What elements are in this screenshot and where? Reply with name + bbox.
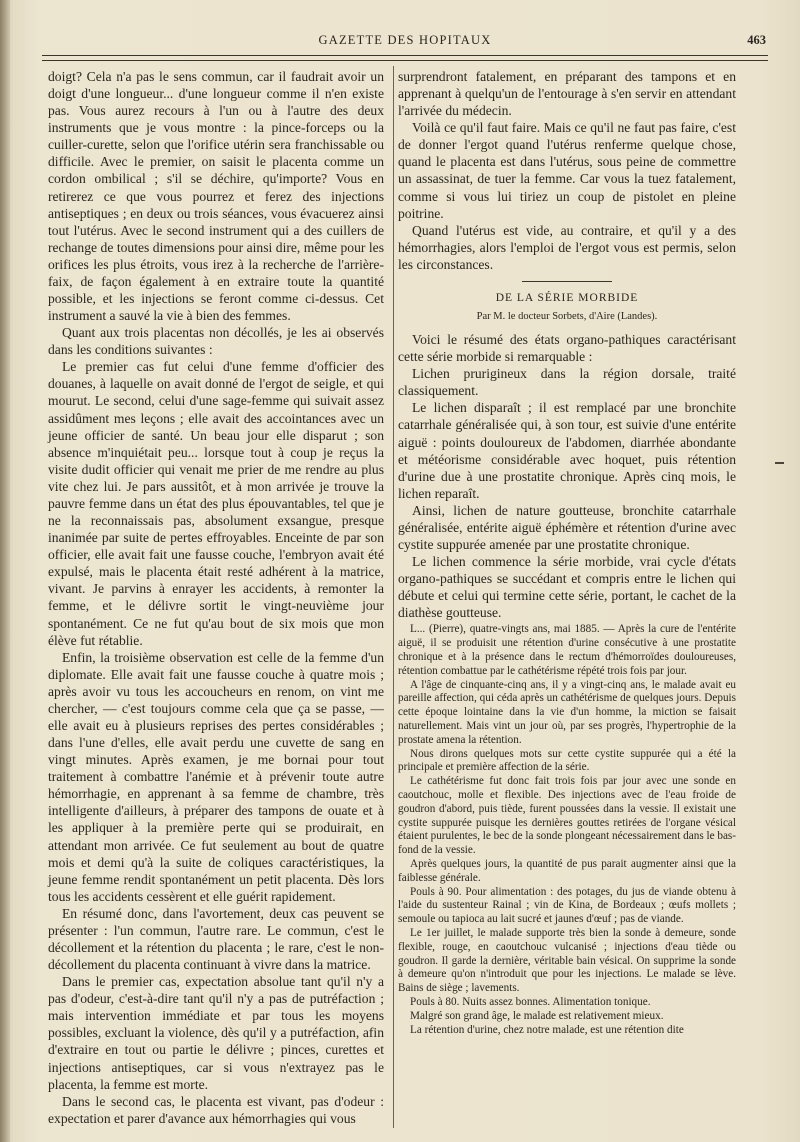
margin-mark <box>775 462 784 464</box>
header-rule <box>42 55 768 56</box>
small-paragraph: A l'âge de cinquante-cinq ans, il y a vingt-cinq ans, le malade avait eu pareille affection, qui céda après un cathétérisme de quelques jours. Depuis cette époque lointaine dans la vie d'un homme, la miction se faisait naturellement. Mais vint un jour où, par ses progrès, l'hypertrophie de la prostate amena la rétention. <box>398 678 736 746</box>
journal-title: GAZETTE DES HOPITAUX <box>318 33 492 47</box>
small-paragraph: Pouls à 90. Pour alimentation : des potages, du jus de viande obtenu à l'aide du sustenteur Rainal ; vin de Kina, de Bordeaux ; œufs mollets ; semoule ou tapioca au lait sucré et jaunes d'œuf ; pas de viande. <box>398 885 736 926</box>
right-column <box>398 68 736 1037</box>
section-title: DE LA SÉRIE MORBIDE <box>495 291 639 304</box>
paragraph: Quant aux trois placentas non décollés, je les ai observés dans les conditions suivantes : <box>48 325 384 358</box>
paragraph: doigt? Cela n'a pas le sens commun, car il faudrait avoir un doigt d'une longueur... d'une longueur comme il n'en existe pas. Vous aurez recours à l'un ou à l'autre des deux instruments que je vous montre : la pince-forceps ou la cuiller-curette, selon que l'orifice utérin sera franchissable ou difficile. Avec le premier, on saisit le placenta comme un cordon ombilical ; s'il se déchire, qu'importe? Vous en retirerez ce que vous pourrez et ferez des injections antiseptiques ; en deux ou trois séances, vous évacuerez ainsi tout l'utérus. Avec le second instrument qui a des cuillers de rechange de toutes dimensions pour ainsi dire, même pour les orifices les plus étroits, vous irez à la recherche de l'arrière-faix, de façon également à en extraire toute la quantité possible, et les injections se feront comme ci-dessus. Cet instrument a sauvé la vie à bien des femmes. <box>48 69 384 324</box>
page-number: 463 <box>747 33 766 47</box>
small-paragraph: Le 1er juillet, le malade supporte très bien la sonde à demeure, sonde flexible, rouge, en caoutchouc vulcanisé ; injections d'eau tiède ou goudron. Il garde la dernière, véritable bain vésical. On supprime la sonde à demeure qu'on n'introduit que pour les injections. Le malade se lève. Bains de siège ; lavements. <box>398 926 736 995</box>
running-header <box>40 32 770 50</box>
binding-shadow <box>0 0 10 1142</box>
paragraph: Voilà ce qu'il faut faire. Mais ce qu'il ne faut pas faire, c'est de donner l'ergot quand l'utérus renferme quelque chose, quand le placenta est dans l'utérus, sous peine de commettre un assassinat, de tuer la femme. Car vous la tuez fatalement, comme si vous lui tiriez un coup de pistolet en pleine poitrine. <box>398 120 736 221</box>
paragraph: Quand l'utérus est vide, au contraire, et qu'il y a des hémorrhagies, alors l'emploi de l'ergot vous est permis, selon les circonstances. <box>398 222 736 272</box>
case-report <box>398 623 736 1037</box>
small-paragraph: Malgré son grand âge, le malade est relativement mieux. <box>410 1009 664 1022</box>
author-byline: Par M. le docteur Sorbets, d'Aire (Landes). <box>476 311 658 323</box>
paragraph: Le lichen disparaît ; il est remplacé par une bronchite catarrhale généralisée qui, à son tour, est suivie d'une entérite aiguë : points douloureux de l'abdomen, diarrhée abondante et météorisme considérable avec hoquet, puis rétention d'urine due à une prostatite chronique. Après cinq mois, le lichen reparaît. <box>398 400 736 501</box>
small-paragraph: L... (Pierre), quatre-vingts ans, mai 1885. — Après la cure de l'entérite aiguë, il se produisit une rétention d'urine consécutive à une prostatite chronique et à la présence dans le rectum d'hémorroïdes douloureuses, rétention combattue par le cathétérisme répété trois fois par jour. <box>398 623 736 677</box>
paragraph: Dans le premier cas, expectation absolue tant qu'il n'y a pas d'odeur, c'est-à-dire tant qu'il n'y a pas de putréfaction ; mais intervention immédiate et par tous les moyens possibles, excluant la violence, dès qu'il y a putréfaction, afin d'extraire en tout ou partie le délivre ; pinces, curettes et injections antiseptiques, car si vous n'extrayez pas le placenta, la femme est morte. <box>48 974 384 1092</box>
paragraph: Le lichen commence la série morbide, vrai cycle d'états organo-pathiques se succédant et compris entre le lichen qui débute et celui qui termine cette série, portant, le cachet de la diathèse goutteuse. <box>398 554 736 621</box>
paragraph: Enfin, la troisième observation est celle de la femme d'un diplomate. Elle avait fait une fausse couche à quatre mois ; après avoir vu tous les accoucheurs en renom, on vint me chercher, — c'est toujours comme cela que ça se passe, — elle avait eu à plusieurs reprises des pertes considérables ; dans l'une d'elles, elle avait perdu une cuvette de sang en vingt minutes. Après examen, je me bornai pour tout traitement à combattre l'anémie et à prévenir toute autre hémorrhagie, en apprenant à sa femme de chambre, très intelligente d'ailleurs, à préparer des tampons de ouate et à les appliquer à la première perte qui se produirait, en attendant mon arrivée. Ce fut seulement au bout de quatre mois et demi qu'à la suite de coliques caractéristiques, la jeune femme rendit spontanément un petit placenta. Dès lors tous les accidents cessèrent et elle guérit rapidement. <box>48 649 384 904</box>
paragraph: Ainsi, lichen de nature goutteuse, bronchite catarrhale généralisée, entérite aiguë éphémère et rétention d'urine avec cystite suppurée amenée par une prostatite chronique. <box>398 502 736 553</box>
section-separator <box>398 281 736 282</box>
paragraph: Voici le résumé des états organo-pathiques caractérisant cette série morbide si remarquable : <box>398 332 736 365</box>
paragraph: En résumé donc, dans l'avortement, deux cas peuvent se présenter : l'un commun, l'autre rare. Le commun, c'est le décollement et la rétention du placenta ; le rare, c'est le non-décollement du placenta continuant à vivre dans la matrice. <box>48 905 384 973</box>
paragraph: Le premier cas fut celui d'une femme d'officier des douanes, à laquelle on avait donné de l'ergot de seigle, et qui mourut. Le second, celui d'une sage-femme qui suivait assez assidûment mes leçons ; elle avait des accointances avec un jeune officier de santé. Un beau jour elle disparut ; son absence m'inquiétait peu... lorsque tout à coup je reçus la visite dudit officier qui venait me prier de me rendre au plus vite chez lui. Je pars aussitôt, et à mon arrivée je trouve la pauvre femme dans un état des plus épouvantables, tel que je ne la reconnaissais pas, absolument exsangue, presque inanimée par suite de pertes effroyables. Enceinte de par son officier, elle avait fait une fausse couche, l'embryon avait été expulsé, mais le placenta était resté adhérent à la matrice, vivant. Je parvins à enrayer les accidents, à remonter la femme, et le délivre sortit le vingt-neuvième jour spontanément. Ce ne fut qu'au bout de six mois que mon élève fut rétablie. <box>48 359 384 648</box>
paragraph: Dans le second cas, le placenta est vivant, pas d'odeur : expectation et parer d'avance aux hémorrhagies qui vous <box>48 1093 384 1126</box>
small-paragraph: La rétention d'urine, chez notre malade, est une rétention dite <box>410 1023 684 1036</box>
small-paragraph: Le cathétérisme fut donc fait trois fois par jour avec une sonde en caoutchouc, molle et flexible. Des injections avec de l'eau froide de goudron d'abord, puis tiède, furent poussées dans la vessie. Il existait une cystite suppurée puisque les dernières gouttes retirées de l'organe vésical étaient purulentes, le bec de la sonde plongeant nécessairement dans le bas-fond de la vessie. <box>398 775 736 857</box>
left-column <box>48 68 384 1127</box>
small-paragraph: Pouls à 80. Nuits assez bonnes. Alimentation tonique. <box>410 995 651 1008</box>
paragraph: surprendront fatalement, en préparant des tampons et en apprenant à quelqu'un de l'entourage à s'en servir en attendant l'arrivée du médecin. <box>398 69 736 119</box>
paragraph: Lichen prurigineux dans la région dorsale, traité classiquement. <box>398 366 736 399</box>
header-rule-double <box>42 60 768 61</box>
small-paragraph: Après quelques jours, la quantité de pus parait augmenter ainsi que la faiblesse générale. <box>398 857 736 884</box>
small-paragraph: Nous dirons quelques mots sur cette cystite suppurée qui a été la principale et première affection de la série. <box>398 747 736 774</box>
column-divider <box>393 66 394 1128</box>
